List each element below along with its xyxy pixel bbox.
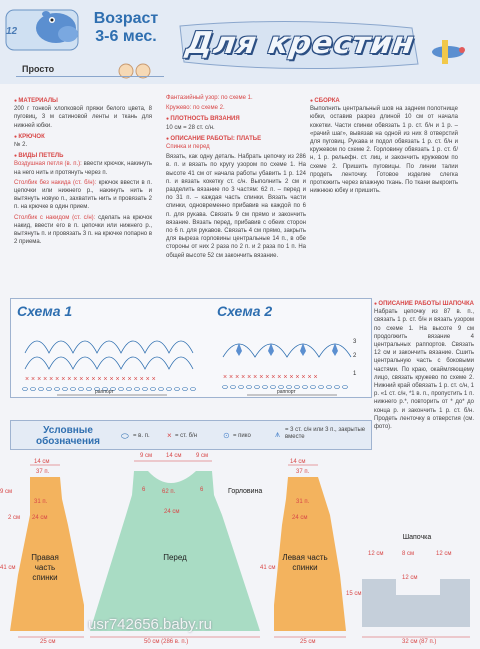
schema2-row-1: 1 bbox=[353, 371, 357, 377]
schema-diagrams bbox=[10, 298, 372, 398]
loop-sbn bbox=[14, 179, 152, 212]
svg-text:× × × × × × × × × × × × × × ×: × × × × × × × × × × × × × × × × × × × × × × bbox=[25, 376, 156, 383]
m-hat-12b: 12 см bbox=[436, 551, 452, 557]
section-assembly-heading: ● СБОРКА bbox=[310, 97, 458, 105]
hook-text: № 2. bbox=[14, 142, 28, 149]
age-label bbox=[86, 10, 166, 46]
m-right-24: 24 см bbox=[32, 515, 48, 521]
m-front-50: 50 см (286 в. п.) bbox=[144, 639, 189, 645]
schema1-title: Схема 1 bbox=[17, 303, 73, 319]
airplane-icon bbox=[426, 36, 472, 66]
schema2-rapport-label: раппорт bbox=[277, 389, 296, 395]
loop-vp-text: ввести крючок, накинуть на него нить и протянуть через п. bbox=[14, 161, 152, 176]
fancy-pattern-text: Фантазийный узор: по схеме 1. bbox=[166, 95, 253, 101]
dress-body-text: Вязать, как одну деталь. Набрать цепочку из 286 в. п. и вязать по кругу узором по схеме 1. На высоте 41 см от начала работы убавить 1 р. 124 п. и вязать кокетку ст. с/н. Выполнить 2 см и разделить вязание по 3 частям: 62 п. – перед и по 31 п. – каждая часть спинки. Вязать части спинки, одновременно прибавив на каждой по 6 п. для рукава. Связать 9 см прямо и закончить вязание. Вязать перед, прибавив с обеих сторон по 6 п. для рукавов. Связать 4 см прямо, закрыть для выреза горловины центральные 14 п., в обе стороны от них 2 раза по 2 п. и 2 раза по 1 п. На общей высоте 52 см закончить вязание. bbox=[166, 154, 306, 259]
m-right-31: 31 п. bbox=[34, 499, 48, 505]
column-hat bbox=[374, 300, 474, 433]
legend-bar bbox=[10, 420, 372, 450]
m-front-6b: 6 bbox=[200, 487, 204, 493]
m-right-41: 41 см bbox=[0, 565, 16, 571]
neckline-label: Горловина bbox=[228, 488, 263, 495]
schema2-row-2: 2 bbox=[353, 353, 357, 359]
schema2-title: Схема 2 bbox=[217, 303, 273, 319]
right-back-label: Правая часть спинки bbox=[31, 553, 59, 582]
m-front-62: 62 п. bbox=[162, 489, 176, 495]
m-front-24: 24 см bbox=[164, 509, 180, 515]
m-right-25: 25 см bbox=[40, 639, 56, 645]
schema1-rapport-label: раппорт bbox=[95, 389, 114, 395]
age-label-line1: Возраст bbox=[93, 10, 159, 27]
m-hat-32: 32 см (87 п.) bbox=[402, 639, 437, 645]
lace-text: Кружево: по схеме 2. bbox=[166, 105, 225, 112]
section-hat-heading: ● ОПИСАНИЕ РАБОТЫ ШАПОЧКА bbox=[374, 300, 474, 308]
m-right-14: 14 см bbox=[34, 459, 50, 465]
legend-title: Условные обозначения bbox=[36, 425, 100, 447]
m-hat-12a: 12 см bbox=[368, 551, 384, 557]
m-front-9a: 9 см bbox=[140, 453, 153, 459]
vp-symbol-icon: ⬭ bbox=[121, 431, 129, 441]
difficulty-bar bbox=[16, 76, 164, 77]
page-title: Для крестин bbox=[183, 26, 417, 61]
materials-text: 200 г тонкой хлопковой пряжи белого цвета, 8 пуговиц, 3 м сатиновой ленты и ткань для нижней юбки. bbox=[14, 106, 152, 129]
header bbox=[0, 0, 480, 84]
difficulty-label: Просто bbox=[22, 64, 55, 74]
m-hat-12c: 12 см bbox=[402, 575, 418, 581]
m-front-6a: 6 bbox=[142, 487, 146, 493]
m-front-9b: 9 см bbox=[196, 453, 209, 459]
sbn-symbol-icon: × bbox=[167, 431, 172, 440]
m-left-25: 25 см bbox=[300, 639, 316, 645]
svg-text:× × × × × × × × × × × × × × ×: × × × × × × × × × × × × × × × × bbox=[223, 374, 318, 381]
m-right-2: 2 см bbox=[8, 515, 21, 521]
hat-label: Шапочка bbox=[402, 534, 432, 541]
loop-vp bbox=[14, 160, 152, 176]
legend-picot: = пико bbox=[233, 433, 251, 439]
m-right-9: 9 см bbox=[0, 489, 13, 495]
back-front-subheading: Спинка и перед bbox=[166, 144, 210, 151]
m-left-14: 14 см bbox=[290, 459, 306, 465]
section-materials-heading: ● МАТЕРИАЛЫ bbox=[14, 97, 152, 105]
m-left-37: 37 п. bbox=[296, 469, 310, 475]
column-assembly bbox=[310, 94, 458, 197]
column-dress bbox=[166, 94, 306, 262]
picot-symbol-icon: ⊙ bbox=[223, 431, 230, 440]
loop-vp-term: Воздушная петля (в. п.): bbox=[14, 161, 82, 168]
loop-sn-text: сделать на крючок накид, ввести его в п. цепочки или нижнего р., вытянуть п. и провязать 3 п. на крючке попарно в 2 приема. bbox=[14, 214, 152, 246]
section-dress-heading: ● ОПИСАНИЕ РАБОТЫ: ПЛАТЬЕ bbox=[166, 135, 306, 143]
section-density-heading: ● ПЛОТНОСТЬ ВЯЗАНИЯ bbox=[166, 115, 306, 123]
density-text: 10 см = 28 ст. с/н. bbox=[166, 124, 215, 131]
schema2-row-3: 3 bbox=[353, 339, 357, 345]
m-front-14: 14 см bbox=[166, 453, 182, 459]
m-front-41: 41 см bbox=[260, 565, 276, 571]
age-label-line2: 3-6 мес. bbox=[95, 28, 157, 45]
m-hat-15: 15 см bbox=[346, 591, 362, 597]
closed-symbol-icon: ⩚ bbox=[275, 429, 281, 439]
hat-text: Набрать цепочку из 87 в. п., связать 1 р. ст. б/н и вязать узором по схеме 1. На высоте 9 см продолжить вязание 4 центральных раппортов. Связать 12 см и закончить вязание. Сшить центральную часть с боковыми частями. По краю, окаймляющему лицо, связать кружево по схеме 2. Нижний край обвязать 1 р. ст. с/н, 1 р. «1 ст. с/н, *1 в. п., пропустить 1 п. нижнего р.*, повторить от * до* до конца р. и закончить 1 р. ст. б/н. Продеть ленточку в отверстия (см. фото). bbox=[374, 309, 474, 431]
assembly-text: Выполнить центральный шов на заднем полотнище юбки, оставив разрез длиной 10 см от начала кокетки. Части спинки обвязать 1 р. ст. б/н и 1 р. – «рачий шаг», вывязав на одной из них 8 отверстий для пуговиц. Рукава и подол обвязать 1 р. ст. б/н и кружевом по схеме 2. Горловину обвязать 1 р. ст. б/н, 1 р. рельефн. ст. лиц. и закончить кружевом по схеме 2. Пришить пуговицы. По линии талии продеть ленточку. Готовое изделие слегка протюжить через влажную ткань. По ткани выкроить нижнюю юбку и пришить. bbox=[310, 106, 458, 195]
column-materials bbox=[14, 94, 152, 248]
section-hook-heading: ● КРЮЧОК bbox=[14, 133, 152, 141]
watermark: usr742656.baby.ru bbox=[88, 616, 212, 633]
page-number: 12 bbox=[6, 26, 18, 37]
loop-sbn-term: Столбик без накида (ст. б/н): bbox=[14, 179, 97, 186]
m-left-24: 24 см bbox=[292, 515, 308, 521]
front-label: Перед bbox=[163, 553, 187, 562]
babies-icon bbox=[118, 60, 152, 82]
m-left-31: 31 п. bbox=[296, 499, 310, 505]
m-right-37: 37 п. bbox=[36, 469, 50, 475]
loop-sbn-text: крючок ввести в п. цепочки или нижнего р., накинуть нить и вытянуть новую п., захватить нить и провязать 2 п. на крючке в один прием. bbox=[14, 179, 152, 211]
loop-sn-term: Столбик с накидом (ст. с/н): bbox=[14, 214, 96, 221]
legend-closed: = 3 ст. с/н или 3 п., закрытые вместе bbox=[285, 427, 366, 440]
schema2-chart bbox=[217, 323, 367, 397]
left-back-label: Левая часть спинки bbox=[282, 553, 328, 572]
loop-sn bbox=[14, 214, 152, 247]
legend-sbn: = ст. б/н bbox=[175, 433, 198, 439]
pattern-diagrams bbox=[0, 455, 480, 649]
m-hat-8: 8 см bbox=[402, 551, 415, 557]
schema1-chart bbox=[17, 323, 207, 397]
legend-vp: = в. п. bbox=[133, 433, 150, 439]
section-loops-heading: ● ВИДЫ ПЕТЕЛЬ bbox=[14, 152, 152, 160]
